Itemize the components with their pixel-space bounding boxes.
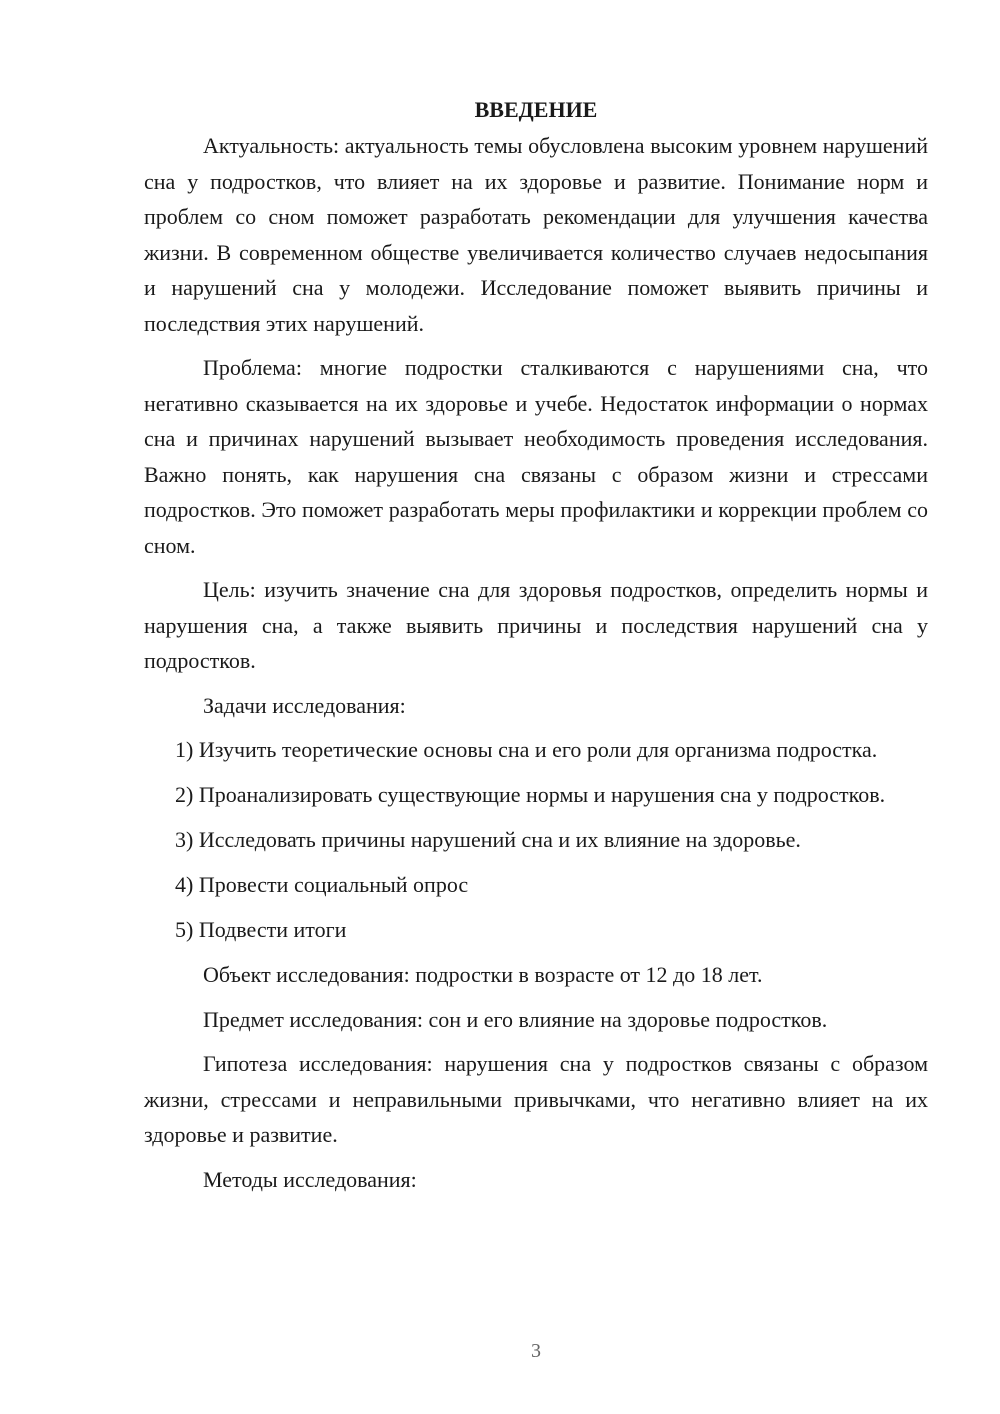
paragraph-object: Объект исследования: подростки в возрасте от 12 до 18 лет. [203, 962, 763, 987]
paragraph-goal: Цель: изучить значение сна для здоровья подростков, определить нормы и нарушения сна, а также выявить причины и последствия нарушений сна у подростков. [144, 577, 928, 673]
paragraph-hypothesis: Гипотеза исследования: нарушения сна у подростков связаны с образом жизни, стрессами и неправильными привычками, что негативно влияет на их здоровье и развитие. [144, 1051, 928, 1147]
list-item: 3) Исследовать причины нарушений сна и их влияние на здоровье. [175, 827, 801, 852]
page-content [144, 92, 928, 1206]
list-item: 2) Проанализировать существующие нормы и нарушения сна у подростков. [175, 782, 886, 807]
paragraph-subject: Предмет исследования: сон и его влияние на здоровье подростков. [203, 1006, 828, 1032]
paragraph-problem: Проблема: многие подростки сталкиваются с нарушениями сна, что негативно сказывается на их здоровье и учебе. Недостаток информации о нормах сна и причинах нарушений вызывает необходимость проведения исследования. Важно понять, как нарушения сна связаны с образом жизни и стрессами подростков. Это поможет разработать меры профилактики и коррекции проблем со сном. [144, 355, 928, 558]
paragraph-tasks-heading: Задачи исследования: [203, 692, 406, 718]
list-item: 1) Изучить теоретические основы сна и его роли для организма подростка. [175, 737, 878, 762]
list-item: 4) Провести социальный опрос [175, 872, 469, 897]
paragraph-relevance: Актуальность: актуальность темы обусловлена высоким уровнем нарушений сна у подростков, что влияет на их здоровье и развитие. Понимание норм и проблем со сном поможет разработать рекомендации для улучшения качества жизни. В современном обществе увеличивается количество случаев недосыпания и нарушений сна у молодежи. Исследование поможет выявить причины и последствия этих нарушений. [144, 133, 928, 336]
paragraph-methods: Методы исследования: [203, 1166, 417, 1192]
page-number: 3 [531, 1340, 541, 1362]
list-item: 5) Подвести итоги [175, 917, 347, 942]
tasks-list [144, 732, 928, 948]
section-title: ВВЕДЕНИЕ [474, 97, 598, 122]
